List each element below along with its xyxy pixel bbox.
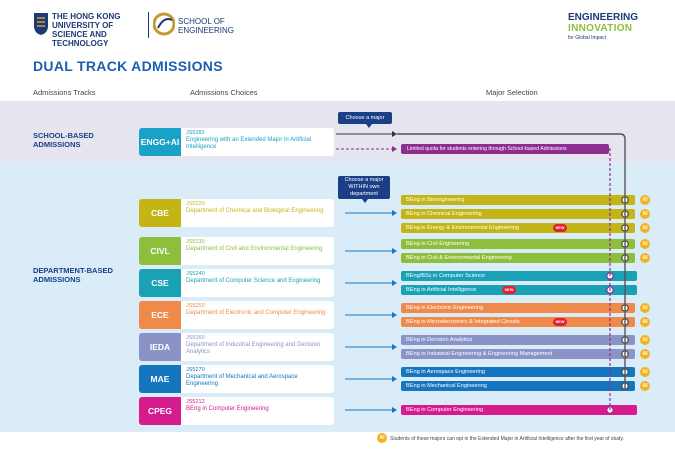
choose-major-callout: Choose a major: [338, 112, 392, 124]
dept-jscode: JS5270: [186, 367, 205, 373]
header-divider: [148, 12, 149, 38]
major-ieda-1: BEng in Decision Analytics: [401, 335, 635, 345]
dept-desc-ieda: [181, 333, 334, 361]
major-cse-2: BEng in Artificial Intelligence: [401, 285, 637, 295]
ai-badge: AI: [640, 367, 650, 377]
dept-jscode: JS5230: [186, 239, 205, 245]
major-ieda-2: BEng in Industrial Engineering & Engineering Management: [401, 349, 635, 359]
major-cbe-3: BEng in Energy & Environmental Engineering: [401, 223, 635, 233]
engg-ai-jscode: JS5282: [186, 130, 205, 136]
footnote-text: Students of these majors can opt in the Extended Major in Artificial Intelligence after the first year of study.: [390, 436, 624, 442]
dept-jscode: JS5260: [186, 335, 205, 341]
engg-ai-desc: [181, 128, 334, 156]
dept-code-cbe: CBE: [139, 199, 181, 227]
ai-badge: AI: [640, 349, 650, 359]
ai-badge: AI: [640, 209, 650, 219]
footnote-ai-badge: AI: [377, 433, 387, 443]
dept-jscode: JS5212: [186, 399, 205, 405]
engg-ai-code: ENGG+AI: [139, 128, 181, 156]
dept-code-ieda: IEDA: [139, 333, 181, 361]
dept-desc-ece: [181, 301, 334, 329]
ai-badge: AI: [640, 239, 650, 249]
dept-name: Department of Mechanical and Aerospace Engineering: [186, 373, 298, 387]
choose-major-within-callout: Choose a major WITHIN own department: [338, 176, 390, 199]
ai-badge: AI: [640, 317, 650, 327]
school-name: SCHOOL OF ENGINEERING: [178, 17, 235, 35]
dept-name: Department of Chemical and Biological Engineering: [186, 207, 324, 214]
dept-name: Department of Civil and Environmental Engineering: [186, 245, 323, 252]
major-civl-2: BEng in Civil & Environmental Engineering: [401, 253, 635, 263]
dept-code-cse: CSE: [139, 269, 181, 297]
ai-badge: AI: [640, 303, 650, 313]
dept-name: BEng in Computer Engineering: [186, 405, 269, 412]
new-badge: NEW: [553, 318, 567, 326]
tagline-engineering: ENGINEERING: [568, 12, 639, 23]
quota-box: Limited quota for students entering through School-based Admissions: [401, 144, 609, 154]
dept-jscode: JS5240: [186, 271, 205, 277]
dept-desc-cse: [181, 269, 334, 297]
column-header-majors: Major Selection: [486, 88, 538, 97]
hkust-name: THE HONG KONG UNIVERSITY OF SCIENCE AND TECHNOLOGY: [52, 12, 121, 48]
new-badge: NEW: [553, 224, 567, 232]
dept-jscode: JS5250: [186, 303, 205, 309]
dept-code-ece: ECE: [139, 301, 181, 329]
engg-ai-program: Engineering with an Extended Major in Artificial Intelligence: [186, 136, 312, 150]
column-header-tracks: Admissions Tracks: [33, 88, 96, 97]
major-civl-1: BEng in Civil Engineering: [401, 239, 635, 249]
ai-badge: AI: [640, 223, 650, 233]
school-logo-icon: [153, 12, 175, 36]
dept-jscode: JS5220: [186, 201, 205, 207]
dept-desc-cpeg: [181, 397, 334, 425]
ai-badge: AI: [640, 335, 650, 345]
dept-name: Department of Electronic and Computer Engineering: [186, 309, 326, 316]
dept-code-mae: MAE: [139, 365, 181, 393]
major-cpeg-1: BEng in Computer Engineering: [401, 405, 637, 415]
ai-badge: AI: [640, 253, 650, 263]
dept-name: Department of Industrial Engineering and Decision Analytics: [186, 341, 321, 355]
major-mae-2: BEng in Mechanical Engineering: [401, 381, 635, 391]
page-title: DUAL TRACK ADMISSIONS: [33, 58, 223, 74]
new-badge: NEW: [502, 286, 516, 294]
major-ece-2: BEng in Microelectronics & Integrated Circuits: [401, 317, 635, 327]
major-cbe-2: BEng in Chemical Engineering: [401, 209, 635, 219]
major-ece-1: BEng in Electronic Engineering: [401, 303, 635, 313]
major-cse-1: BEng/BSc in Computer Science: [401, 271, 637, 281]
ai-badge: AI: [640, 381, 650, 391]
tagline-innovation: INNOVATION: [568, 23, 633, 34]
dept-name: Department of Computer Science and Engineering: [186, 277, 321, 284]
hkust-logo: [33, 12, 49, 36]
school-based-label: SCHOOL-BASED ADMISSIONS: [33, 131, 94, 149]
dept-desc-civl: [181, 237, 334, 265]
dept-desc-cbe: [181, 199, 334, 227]
department-based-label: DEPARTMENT-BASED ADMISSIONS: [33, 266, 113, 284]
ai-badge: AI: [640, 195, 650, 205]
tagline-global: for Global Impact: [568, 35, 607, 41]
major-mae-1: BEng in Aerospace Engineering: [401, 367, 635, 377]
dept-code-civl: CIVL: [139, 237, 181, 265]
major-cbe-1: BEng in Bioengineering: [401, 195, 635, 205]
dept-code-cpeg: CPEG: [139, 397, 181, 425]
column-header-choices: Admissions Choices: [190, 88, 258, 97]
dept-desc-mae: [181, 365, 334, 393]
